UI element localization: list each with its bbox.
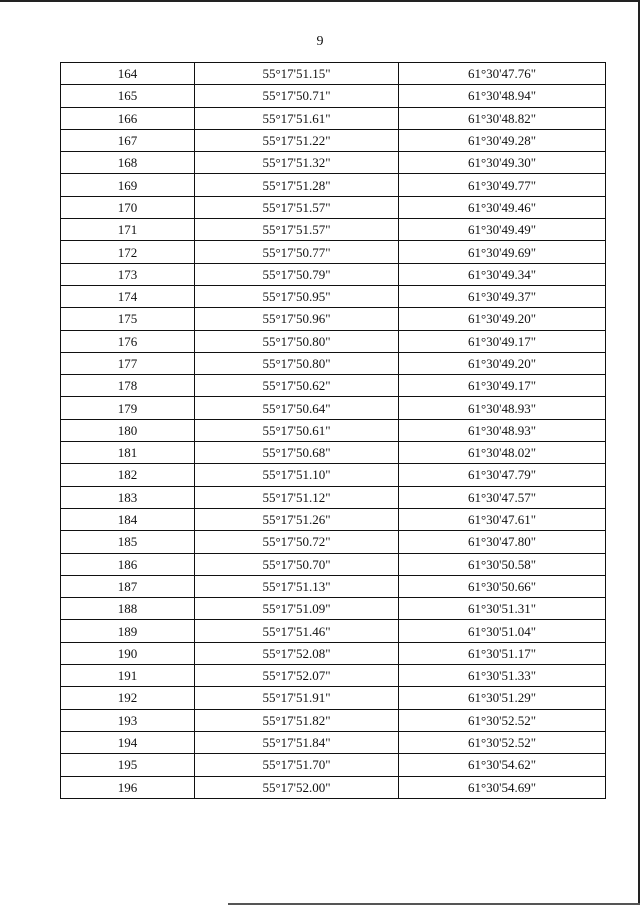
latitude-cell: 55°17'50.72" [195, 531, 399, 553]
point-number-cell: 173 [61, 263, 195, 285]
longitude-cell: 61°30'47.61" [399, 508, 606, 530]
latitude-cell: 55°17'51.32" [195, 152, 399, 174]
table-row [61, 308, 606, 330]
longitude-cell: 61°30'49.37" [399, 285, 606, 307]
longitude-cell: 61°30'49.46" [399, 196, 606, 218]
table-row [61, 731, 606, 753]
table-row [61, 397, 606, 419]
table-row [61, 129, 606, 151]
latitude-cell: 55°17'51.61" [195, 107, 399, 129]
point-number-cell: 190 [61, 642, 195, 664]
longitude-cell: 61°30'49.30" [399, 152, 606, 174]
longitude-cell: 61°30'47.79" [399, 464, 606, 486]
table-row [61, 263, 606, 285]
latitude-cell: 55°17'51.09" [195, 598, 399, 620]
point-number-cell: 186 [61, 553, 195, 575]
longitude-cell: 61°30'49.17" [399, 375, 606, 397]
point-number-cell: 176 [61, 330, 195, 352]
table-row [61, 174, 606, 196]
table-row [61, 642, 606, 664]
longitude-cell: 61°30'49.49" [399, 219, 606, 241]
latitude-cell: 55°17'52.07" [195, 665, 399, 687]
coordinates-table-body [61, 63, 606, 799]
table-row [61, 375, 606, 397]
point-number-cell: 180 [61, 419, 195, 441]
point-number-cell: 187 [61, 575, 195, 597]
point-number-cell: 170 [61, 196, 195, 218]
point-number-cell: 178 [61, 375, 195, 397]
table-row [61, 352, 606, 374]
coordinates-table [60, 62, 606, 799]
longitude-cell: 61°30'49.17" [399, 330, 606, 352]
table-row [61, 419, 606, 441]
table-row [61, 508, 606, 530]
point-number-cell: 191 [61, 665, 195, 687]
table-row [61, 687, 606, 709]
point-number-cell: 193 [61, 709, 195, 731]
latitude-cell: 55°17'51.10" [195, 464, 399, 486]
longitude-cell: 61°30'49.20" [399, 352, 606, 374]
longitude-cell: 61°30'47.76" [399, 63, 606, 85]
table-row [61, 442, 606, 464]
point-number-cell: 183 [61, 486, 195, 508]
point-number-cell: 188 [61, 598, 195, 620]
point-number-cell: 172 [61, 241, 195, 263]
latitude-cell: 55°17'51.28" [195, 174, 399, 196]
longitude-cell: 61°30'49.28" [399, 129, 606, 151]
point-number-cell: 179 [61, 397, 195, 419]
longitude-cell: 61°30'48.93" [399, 397, 606, 419]
table-row [61, 620, 606, 642]
latitude-cell: 55°17'50.70" [195, 553, 399, 575]
longitude-cell: 61°30'48.82" [399, 107, 606, 129]
longitude-cell: 61°30'49.34" [399, 263, 606, 285]
table-row [61, 665, 606, 687]
longitude-cell: 61°30'49.69" [399, 241, 606, 263]
latitude-cell: 55°17'50.79" [195, 263, 399, 285]
longitude-cell: 61°30'51.04" [399, 620, 606, 642]
latitude-cell: 55°17'51.15" [195, 63, 399, 85]
point-number-cell: 182 [61, 464, 195, 486]
point-number-cell: 196 [61, 776, 195, 798]
latitude-cell: 55°17'51.12" [195, 486, 399, 508]
latitude-cell: 55°17'51.22" [195, 129, 399, 151]
longitude-cell: 61°30'48.93" [399, 419, 606, 441]
latitude-cell: 55°17'51.26" [195, 508, 399, 530]
table-row [61, 285, 606, 307]
latitude-cell: 55°17'51.70" [195, 754, 399, 776]
table-row [61, 196, 606, 218]
longitude-cell: 61°30'51.29" [399, 687, 606, 709]
longitude-cell: 61°30'48.02" [399, 442, 606, 464]
point-number-cell: 166 [61, 107, 195, 129]
latitude-cell: 55°17'51.57" [195, 196, 399, 218]
latitude-cell: 55°17'52.08" [195, 642, 399, 664]
table-row [61, 330, 606, 352]
point-number-cell: 167 [61, 129, 195, 151]
table-row [61, 63, 606, 85]
latitude-cell: 55°17'50.80" [195, 330, 399, 352]
latitude-cell: 55°17'50.71" [195, 85, 399, 107]
latitude-cell: 55°17'51.82" [195, 709, 399, 731]
table-row [61, 553, 606, 575]
longitude-cell: 61°30'52.52" [399, 731, 606, 753]
table-row [61, 464, 606, 486]
latitude-cell: 55°17'52.00" [195, 776, 399, 798]
page-number: 9 [316, 34, 324, 49]
table-row [61, 241, 606, 263]
point-number-cell: 171 [61, 219, 195, 241]
point-number-cell: 174 [61, 285, 195, 307]
longitude-cell: 61°30'48.94" [399, 85, 606, 107]
table-row [61, 107, 606, 129]
point-number-cell: 168 [61, 152, 195, 174]
table-row [61, 709, 606, 731]
table-row [61, 486, 606, 508]
latitude-cell: 55°17'50.96" [195, 308, 399, 330]
latitude-cell: 55°17'50.77" [195, 241, 399, 263]
point-number-cell: 175 [61, 308, 195, 330]
point-number-cell: 165 [61, 85, 195, 107]
longitude-cell: 61°30'51.33" [399, 665, 606, 687]
longitude-cell: 61°30'47.57" [399, 486, 606, 508]
table-row [61, 85, 606, 107]
longitude-cell: 61°30'50.58" [399, 553, 606, 575]
table-row [61, 575, 606, 597]
latitude-cell: 55°17'51.13" [195, 575, 399, 597]
latitude-cell: 55°17'50.61" [195, 419, 399, 441]
latitude-cell: 55°17'51.46" [195, 620, 399, 642]
table-row [61, 219, 606, 241]
point-number-cell: 189 [61, 620, 195, 642]
point-number-cell: 177 [61, 352, 195, 374]
point-number-cell: 184 [61, 508, 195, 530]
table-row [61, 776, 606, 798]
latitude-cell: 55°17'50.62" [195, 375, 399, 397]
longitude-cell: 61°30'49.20" [399, 308, 606, 330]
latitude-cell: 55°17'50.80" [195, 352, 399, 374]
latitude-cell: 55°17'50.68" [195, 442, 399, 464]
longitude-cell: 61°30'54.62" [399, 754, 606, 776]
latitude-cell: 55°17'50.95" [195, 285, 399, 307]
table-row [61, 152, 606, 174]
latitude-cell: 55°17'51.57" [195, 219, 399, 241]
table-row [61, 531, 606, 553]
point-number-cell: 195 [61, 754, 195, 776]
longitude-cell: 61°30'47.80" [399, 531, 606, 553]
table-row [61, 754, 606, 776]
point-number-cell: 192 [61, 687, 195, 709]
latitude-cell: 55°17'51.91" [195, 687, 399, 709]
longitude-cell: 61°30'51.31" [399, 598, 606, 620]
longitude-cell: 61°30'50.66" [399, 575, 606, 597]
latitude-cell: 55°17'50.64" [195, 397, 399, 419]
point-number-cell: 194 [61, 731, 195, 753]
table-row [61, 598, 606, 620]
point-number-cell: 169 [61, 174, 195, 196]
longitude-cell: 61°30'54.69" [399, 776, 606, 798]
longitude-cell: 61°30'51.17" [399, 642, 606, 664]
point-number-cell: 164 [61, 63, 195, 85]
scan-edge-top [0, 0, 640, 2]
latitude-cell: 55°17'51.84" [195, 731, 399, 753]
point-number-cell: 185 [61, 531, 195, 553]
longitude-cell: 61°30'52.52" [399, 709, 606, 731]
point-number-cell: 181 [61, 442, 195, 464]
longitude-cell: 61°30'49.77" [399, 174, 606, 196]
